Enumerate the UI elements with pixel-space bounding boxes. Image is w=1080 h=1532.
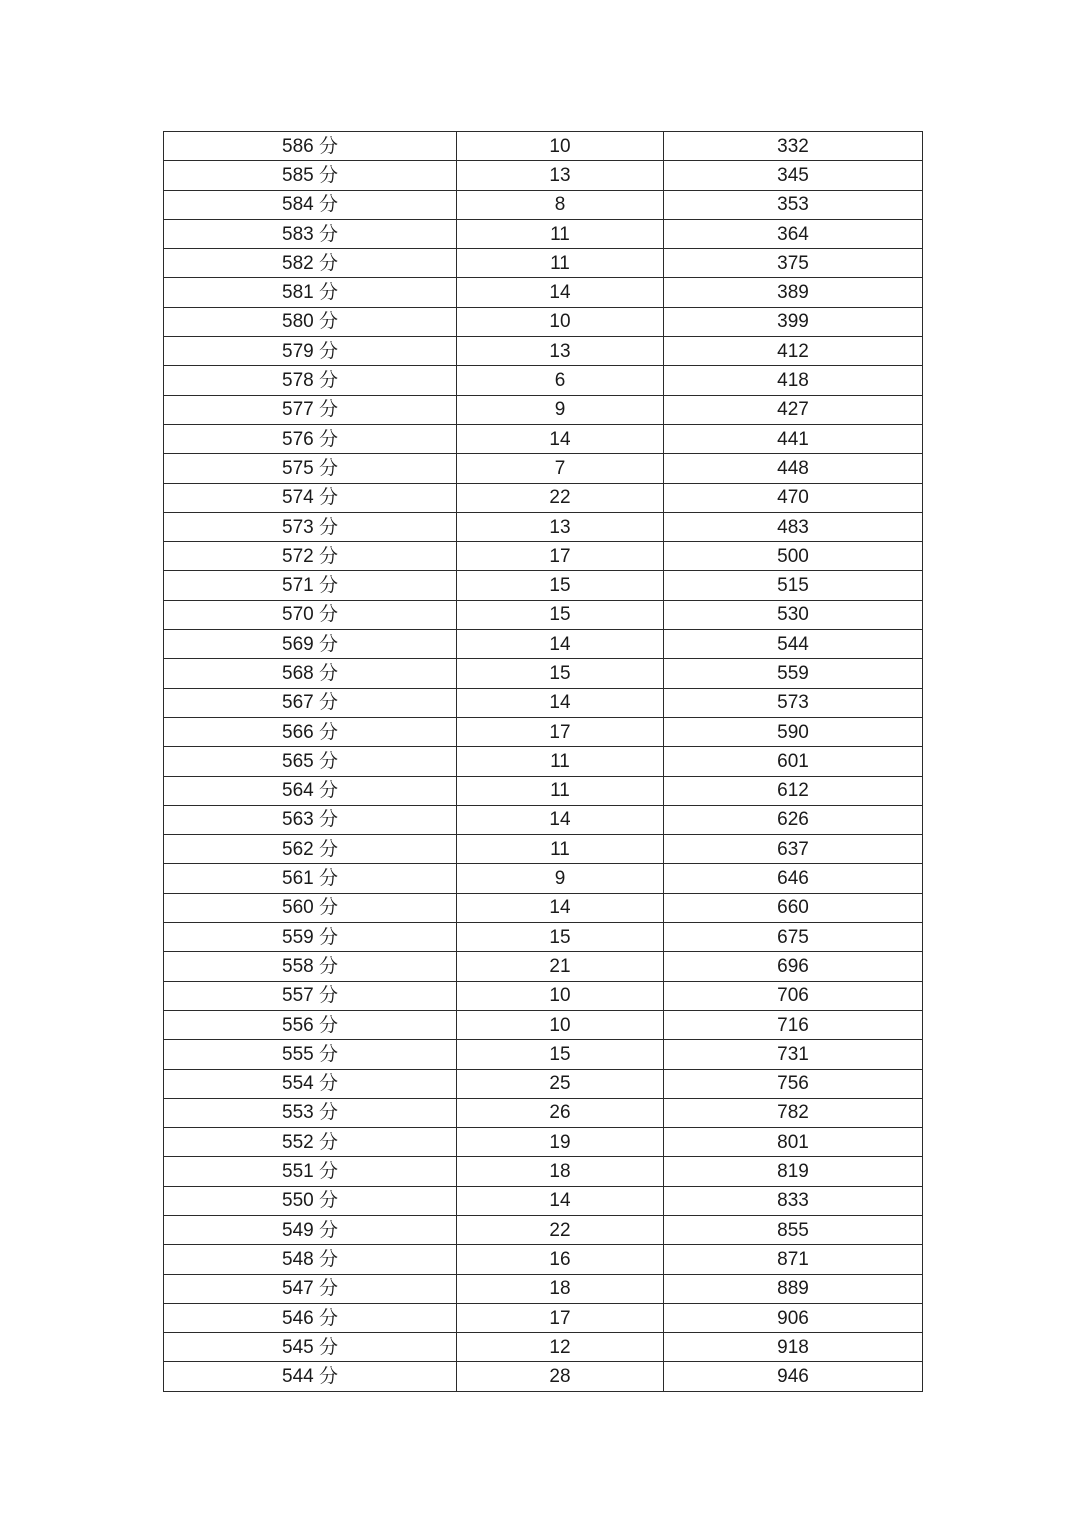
table-row — [164, 512, 923, 541]
table-row — [164, 307, 923, 336]
cumulative-cell: 889 — [664, 1274, 923, 1303]
count-cell: 6 — [457, 366, 664, 395]
table-row — [164, 454, 923, 483]
score-cell: 569 分 — [164, 630, 457, 659]
score-cell: 546 分 — [164, 1303, 457, 1332]
score-cell: 563 分 — [164, 805, 457, 834]
count-cell: 26 — [457, 1098, 664, 1127]
cumulative-cell: 448 — [664, 454, 923, 483]
table-row — [164, 161, 923, 190]
cumulative-cell: 855 — [664, 1215, 923, 1244]
cumulative-cell: 399 — [664, 307, 923, 336]
cumulative-cell: 706 — [664, 981, 923, 1010]
score-cell: 578 分 — [164, 366, 457, 395]
count-cell: 11 — [457, 835, 664, 864]
cumulative-cell: 470 — [664, 483, 923, 512]
table-row — [164, 1040, 923, 1069]
score-cell: 571 分 — [164, 571, 457, 600]
table-row — [164, 630, 923, 659]
table-row — [164, 805, 923, 834]
table-row — [164, 1245, 923, 1274]
score-cell: 544 分 — [164, 1362, 457, 1391]
table-row — [164, 219, 923, 248]
count-cell: 17 — [457, 717, 664, 746]
count-cell: 15 — [457, 571, 664, 600]
score-cell: 565 分 — [164, 747, 457, 776]
count-cell: 15 — [457, 600, 664, 629]
table-row — [164, 1157, 923, 1186]
score-cell: 566 分 — [164, 717, 457, 746]
cumulative-cell: 782 — [664, 1098, 923, 1127]
score-cell: 551 分 — [164, 1157, 457, 1186]
table-row — [164, 1274, 923, 1303]
table-row — [164, 688, 923, 717]
table-row — [164, 864, 923, 893]
count-cell: 25 — [457, 1069, 664, 1098]
table-row — [164, 747, 923, 776]
cumulative-cell: 418 — [664, 366, 923, 395]
count-cell: 13 — [457, 512, 664, 541]
count-cell: 12 — [457, 1333, 664, 1362]
cumulative-cell: 573 — [664, 688, 923, 717]
count-cell: 14 — [457, 1186, 664, 1215]
cumulative-cell: 559 — [664, 659, 923, 688]
score-cell: 575 分 — [164, 454, 457, 483]
cumulative-cell: 906 — [664, 1303, 923, 1332]
table-row — [164, 776, 923, 805]
score-cell: 581 分 — [164, 278, 457, 307]
table-row — [164, 893, 923, 922]
count-cell: 10 — [457, 1010, 664, 1039]
table-row — [164, 923, 923, 952]
score-cell: 545 分 — [164, 1333, 457, 1362]
score-cell: 559 分 — [164, 923, 457, 952]
score-cell: 576 分 — [164, 424, 457, 453]
cumulative-cell: 833 — [664, 1186, 923, 1215]
count-cell: 11 — [457, 219, 664, 248]
score-cell: 555 分 — [164, 1040, 457, 1069]
cumulative-cell: 375 — [664, 249, 923, 278]
count-cell: 7 — [457, 454, 664, 483]
table-row — [164, 483, 923, 512]
score-cell: 562 分 — [164, 835, 457, 864]
count-cell: 14 — [457, 630, 664, 659]
cumulative-cell: 590 — [664, 717, 923, 746]
cumulative-cell: 441 — [664, 424, 923, 453]
count-cell: 18 — [457, 1274, 664, 1303]
score-cell: 567 分 — [164, 688, 457, 717]
table-row — [164, 190, 923, 219]
table-row — [164, 1186, 923, 1215]
count-cell: 15 — [457, 923, 664, 952]
cumulative-cell: 389 — [664, 278, 923, 307]
table-row — [164, 1098, 923, 1127]
score-cell: 583 分 — [164, 219, 457, 248]
count-cell: 15 — [457, 1040, 664, 1069]
table-row — [164, 1333, 923, 1362]
cumulative-cell: 946 — [664, 1362, 923, 1391]
score-cell: 568 分 — [164, 659, 457, 688]
cumulative-cell: 801 — [664, 1128, 923, 1157]
count-cell: 11 — [457, 249, 664, 278]
table-row — [164, 1362, 923, 1391]
count-cell: 17 — [457, 1303, 664, 1332]
table-row — [164, 366, 923, 395]
cumulative-cell: 427 — [664, 395, 923, 424]
score-cell: 553 分 — [164, 1098, 457, 1127]
cumulative-cell: 515 — [664, 571, 923, 600]
cumulative-cell: 918 — [664, 1333, 923, 1362]
count-cell: 9 — [457, 395, 664, 424]
score-distribution-table — [163, 131, 923, 1392]
count-cell: 16 — [457, 1245, 664, 1274]
cumulative-cell: 756 — [664, 1069, 923, 1098]
table-row — [164, 395, 923, 424]
cumulative-cell: 637 — [664, 835, 923, 864]
count-cell: 14 — [457, 805, 664, 834]
cumulative-cell: 345 — [664, 161, 923, 190]
table-row — [164, 835, 923, 864]
table-row — [164, 717, 923, 746]
score-cell: 549 分 — [164, 1215, 457, 1244]
table-row — [164, 981, 923, 1010]
score-cell: 577 分 — [164, 395, 457, 424]
count-cell: 10 — [457, 981, 664, 1010]
count-cell: 22 — [457, 1215, 664, 1244]
cumulative-cell: 612 — [664, 776, 923, 805]
table-row — [164, 600, 923, 629]
cumulative-cell: 544 — [664, 630, 923, 659]
count-cell: 28 — [457, 1362, 664, 1391]
score-cell: 585 分 — [164, 161, 457, 190]
cumulative-cell: 530 — [664, 600, 923, 629]
count-cell: 10 — [457, 307, 664, 336]
count-cell: 14 — [457, 893, 664, 922]
score-cell: 572 分 — [164, 542, 457, 571]
cumulative-cell: 412 — [664, 337, 923, 366]
cumulative-cell: 675 — [664, 923, 923, 952]
score-cell: 547 分 — [164, 1274, 457, 1303]
count-cell: 14 — [457, 278, 664, 307]
score-cell: 570 分 — [164, 600, 457, 629]
cumulative-cell: 646 — [664, 864, 923, 893]
cumulative-cell: 871 — [664, 1245, 923, 1274]
score-cell: 560 分 — [164, 893, 457, 922]
count-cell: 18 — [457, 1157, 664, 1186]
table-row — [164, 337, 923, 366]
score-cell: 580 分 — [164, 307, 457, 336]
count-cell: 13 — [457, 161, 664, 190]
table-row — [164, 1128, 923, 1157]
score-cell: 558 分 — [164, 952, 457, 981]
count-cell: 11 — [457, 776, 664, 805]
table-row — [164, 1069, 923, 1098]
score-cell: 579 分 — [164, 337, 457, 366]
count-cell: 9 — [457, 864, 664, 893]
score-cell: 574 分 — [164, 483, 457, 512]
score-cell: 586 分 — [164, 132, 457, 161]
count-cell: 10 — [457, 132, 664, 161]
table-row — [164, 542, 923, 571]
count-cell: 13 — [457, 337, 664, 366]
score-cell: 556 分 — [164, 1010, 457, 1039]
cumulative-cell: 819 — [664, 1157, 923, 1186]
table-row — [164, 424, 923, 453]
cumulative-cell: 696 — [664, 952, 923, 981]
score-cell: 552 分 — [164, 1128, 457, 1157]
cumulative-cell: 353 — [664, 190, 923, 219]
cumulative-cell: 731 — [664, 1040, 923, 1069]
table-row — [164, 571, 923, 600]
score-cell: 548 分 — [164, 1245, 457, 1274]
cumulative-cell: 601 — [664, 747, 923, 776]
cumulative-cell: 716 — [664, 1010, 923, 1039]
table-row — [164, 659, 923, 688]
count-cell: 22 — [457, 483, 664, 512]
table-row — [164, 952, 923, 981]
count-cell: 19 — [457, 1128, 664, 1157]
cumulative-cell: 500 — [664, 542, 923, 571]
score-cell: 561 分 — [164, 864, 457, 893]
score-cell: 550 分 — [164, 1186, 457, 1215]
count-cell: 17 — [457, 542, 664, 571]
count-cell: 14 — [457, 688, 664, 717]
table-row — [164, 1303, 923, 1332]
count-cell: 8 — [457, 190, 664, 219]
score-cell: 582 分 — [164, 249, 457, 278]
score-cell: 557 分 — [164, 981, 457, 1010]
count-cell: 14 — [457, 424, 664, 453]
cumulative-cell: 483 — [664, 512, 923, 541]
table-row — [164, 1010, 923, 1039]
cumulative-cell: 332 — [664, 132, 923, 161]
cumulative-cell: 364 — [664, 219, 923, 248]
cumulative-cell: 660 — [664, 893, 923, 922]
count-cell: 11 — [457, 747, 664, 776]
score-cell: 584 分 — [164, 190, 457, 219]
table-row — [164, 249, 923, 278]
count-cell: 15 — [457, 659, 664, 688]
score-cell: 564 分 — [164, 776, 457, 805]
cumulative-cell: 626 — [664, 805, 923, 834]
table-row — [164, 278, 923, 307]
table-row — [164, 132, 923, 161]
count-cell: 21 — [457, 952, 664, 981]
table-body — [164, 132, 923, 1392]
table-row — [164, 1215, 923, 1244]
score-cell: 554 分 — [164, 1069, 457, 1098]
score-cell: 573 分 — [164, 512, 457, 541]
